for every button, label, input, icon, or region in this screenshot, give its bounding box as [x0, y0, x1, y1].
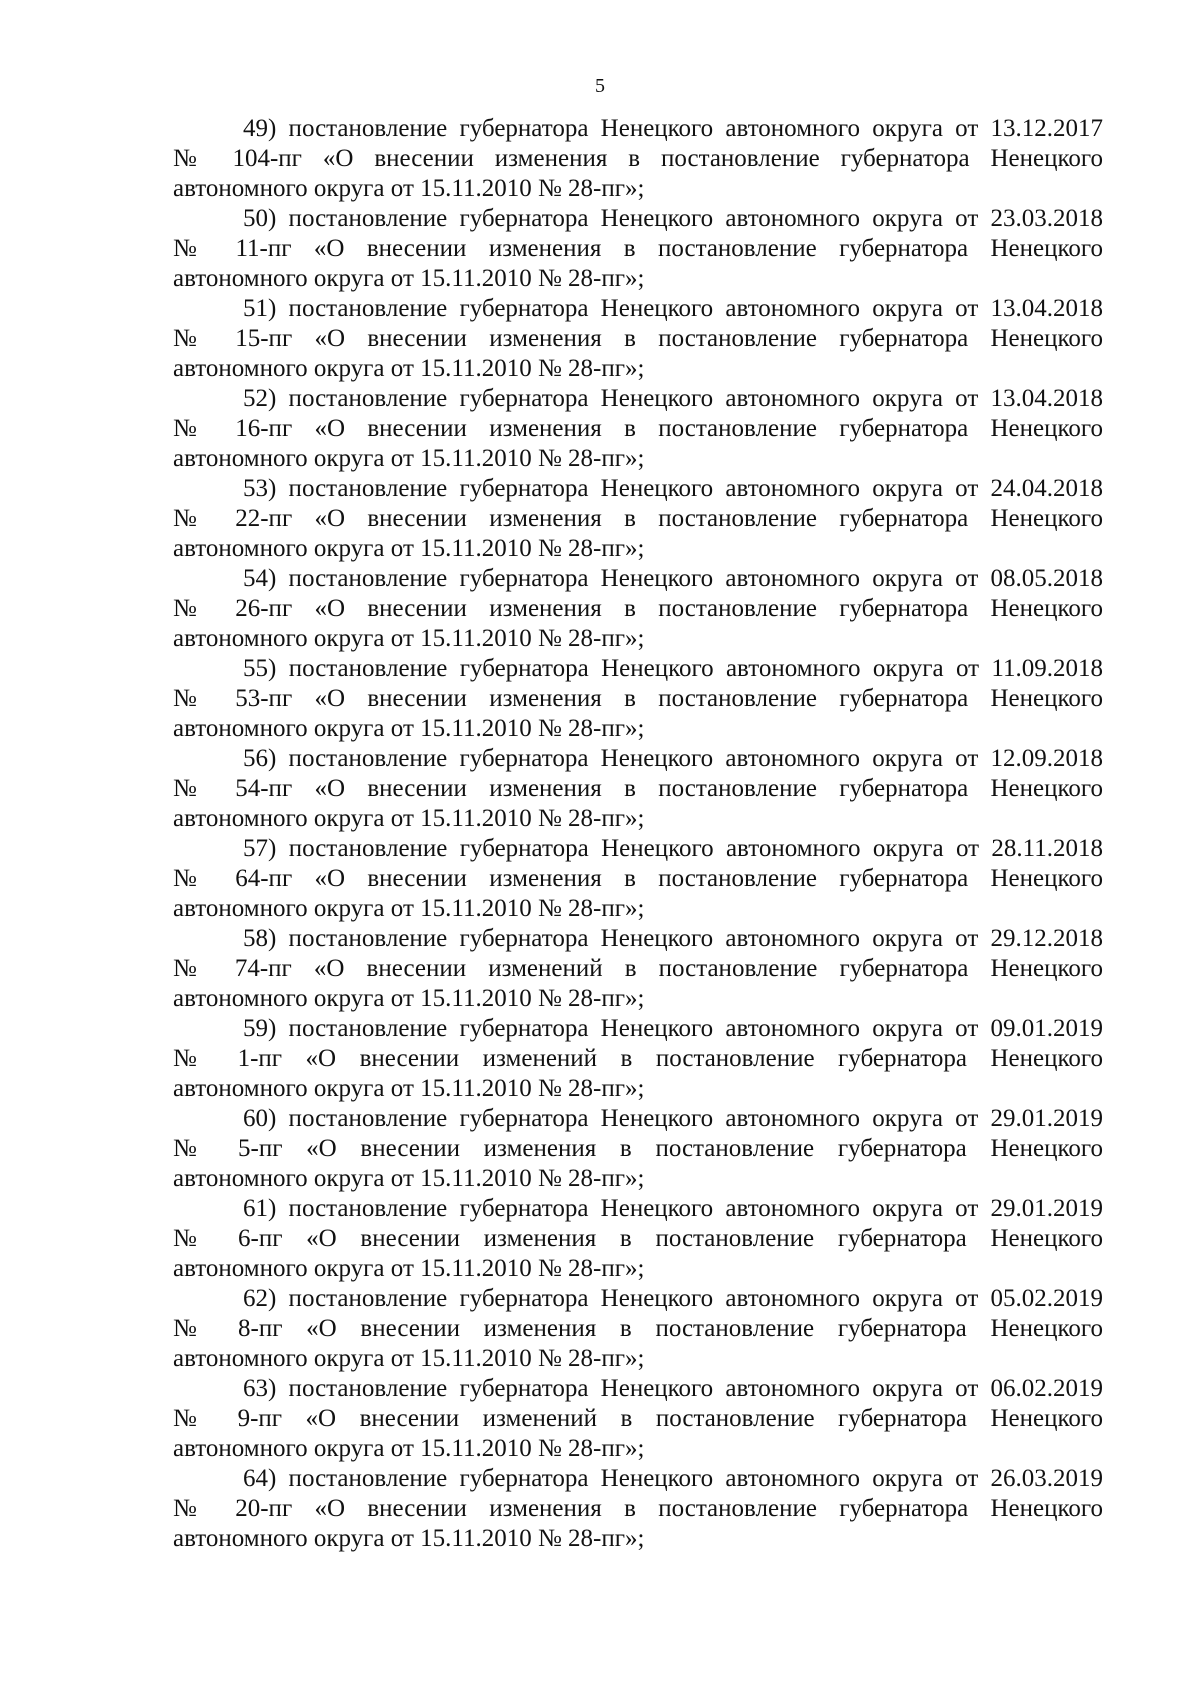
- entry-line-third: автономного округа от 15.11.2010 № 28-пг»;: [173, 265, 645, 292]
- entry-line-first: 50) постановление губернатора Ненецкого автономного округа от 23.03.2018: [243, 205, 1103, 232]
- list-item: [173, 564, 1103, 654]
- list-item: [173, 1104, 1103, 1194]
- entry-line-second: № 5-пг «О внесении изменения в постановление губернатора Ненецкого: [173, 1135, 1103, 1162]
- list-item: [173, 294, 1103, 384]
- entry-line-second: № 15-пг «О внесении изменения в постановление губернатора Ненецкого: [173, 325, 1103, 352]
- entry-line-third: автономного округа от 15.11.2010 № 28-пг»;: [173, 1525, 645, 1552]
- page-number: 5: [595, 75, 605, 97]
- entry-line-third: автономного округа от 15.11.2010 № 28-пг»;: [173, 985, 645, 1012]
- entry-line-first: 62) постановление губернатора Ненецкого автономного округа от 05.02.2019: [243, 1285, 1103, 1312]
- list-item: [173, 1374, 1103, 1464]
- entry-line-third: автономного округа от 15.11.2010 № 28-пг»;: [173, 715, 645, 742]
- entry-line-third: автономного округа от 15.11.2010 № 28-пг»;: [173, 1345, 645, 1372]
- list-item: [173, 384, 1103, 474]
- entry-line-third: автономного округа от 15.11.2010 № 28-пг»;: [173, 175, 645, 202]
- entry-line-first: 56) постановление губернатора Ненецкого автономного округа от 12.09.2018: [243, 745, 1103, 772]
- entry-line-second: № 54-пг «О внесении изменения в постановление губернатора Ненецкого: [173, 775, 1103, 802]
- entry-line-second: № 64-пг «О внесении изменения в постановление губернатора Ненецкого: [173, 865, 1103, 892]
- document-body: [173, 114, 1103, 1554]
- entry-line-third: автономного округа от 15.11.2010 № 28-пг»;: [173, 445, 645, 472]
- list-item: [173, 924, 1103, 1014]
- list-item: [173, 1194, 1103, 1284]
- entry-line-first: 63) постановление губернатора Ненецкого автономного округа от 06.02.2019: [243, 1375, 1103, 1402]
- entry-line-third: автономного округа от 15.11.2010 № 28-пг»;: [173, 535, 645, 562]
- list-item: [173, 744, 1103, 834]
- entry-line-second: № 16-пг «О внесении изменения в постановление губернатора Ненецкого: [173, 415, 1103, 442]
- list-item: [173, 1284, 1103, 1374]
- entry-line-first: 61) постановление губернатора Ненецкого автономного округа от 29.01.2019: [243, 1195, 1103, 1222]
- entry-line-first: 58) постановление губернатора Ненецкого автономного округа от 29.12.2018: [243, 925, 1103, 952]
- entry-line-third: автономного округа от 15.11.2010 № 28-пг»;: [173, 1165, 645, 1192]
- entry-line-second: № 53-пг «О внесении изменения в постановление губернатора Ненецкого: [173, 685, 1103, 712]
- entry-line-first: 51) постановление губернатора Ненецкого автономного округа от 13.04.2018: [243, 295, 1103, 322]
- entry-line-second: № 74-пг «О внесении изменений в постановление губернатора Ненецкого: [173, 955, 1103, 982]
- entry-line-third: автономного округа от 15.11.2010 № 28-пг»;: [173, 1435, 645, 1462]
- list-item: [173, 474, 1103, 564]
- entry-line-first: 54) постановление губернатора Ненецкого автономного округа от 08.05.2018: [243, 565, 1103, 592]
- entry-line-second: № 8-пг «О внесении изменения в постановление губернатора Ненецкого: [173, 1315, 1103, 1342]
- list-item: [173, 204, 1103, 294]
- entry-line-second: № 9-пг «О внесении изменений в постановление губернатора Ненецкого: [173, 1405, 1103, 1432]
- entry-line-third: автономного округа от 15.11.2010 № 28-пг»;: [173, 1075, 645, 1102]
- entry-line-first: 53) постановление губернатора Ненецкого автономного округа от 24.04.2018: [243, 475, 1103, 502]
- entry-line-second: № 26-пг «О внесении изменения в постановление губернатора Ненецкого: [173, 595, 1103, 622]
- entry-line-third: автономного округа от 15.11.2010 № 28-пг»;: [173, 625, 645, 652]
- list-item: [173, 1014, 1103, 1104]
- entry-line-third: автономного округа от 15.11.2010 № 28-пг»;: [173, 1255, 645, 1282]
- list-item: [173, 834, 1103, 924]
- list-item: [173, 1464, 1103, 1554]
- entry-line-first: 59) постановление губернатора Ненецкого автономного округа от 09.01.2019: [243, 1015, 1103, 1042]
- entry-line-second: № 20-пг «О внесении изменения в постановление губернатора Ненецкого: [173, 1495, 1103, 1522]
- entry-line-second: № 104-пг «О внесении изменения в постановление губернатора Ненецкого: [173, 145, 1103, 172]
- entry-line-second: № 6-пг «О внесении изменения в постановление губернатора Ненецкого: [173, 1225, 1103, 1252]
- entry-line-second: № 22-пг «О внесении изменения в постановление губернатора Ненецкого: [173, 505, 1103, 532]
- list-item: [173, 654, 1103, 744]
- entry-line-second: № 1-пг «О внесении изменений в постановление губернатора Ненецкого: [173, 1045, 1103, 1072]
- entry-line-third: автономного округа от 15.11.2010 № 28-пг»;: [173, 895, 645, 922]
- entry-line-third: автономного округа от 15.11.2010 № 28-пг»;: [173, 355, 645, 382]
- entry-line-first: 49) постановление губернатора Ненецкого автономного округа от 13.12.2017: [243, 115, 1103, 142]
- entry-line-second: № 11-пг «О внесении изменения в постановление губернатора Ненецкого: [173, 235, 1103, 262]
- entry-line-first: 55) постановление губернатора Ненецкого автономного округа от 11.09.2018: [243, 655, 1103, 682]
- entry-line-first: 60) постановление губернатора Ненецкого автономного округа от 29.01.2019: [243, 1105, 1103, 1132]
- entry-line-first: 57) постановление губернатора Ненецкого автономного округа от 28.11.2018: [243, 835, 1103, 862]
- entry-line-third: автономного округа от 15.11.2010 № 28-пг»;: [173, 805, 645, 832]
- list-item: [173, 114, 1103, 204]
- entry-line-first: 64) постановление губернатора Ненецкого автономного округа от 26.03.2019: [243, 1465, 1103, 1492]
- entry-line-first: 52) постановление губернатора Ненецкого автономного округа от 13.04.2018: [243, 385, 1103, 412]
